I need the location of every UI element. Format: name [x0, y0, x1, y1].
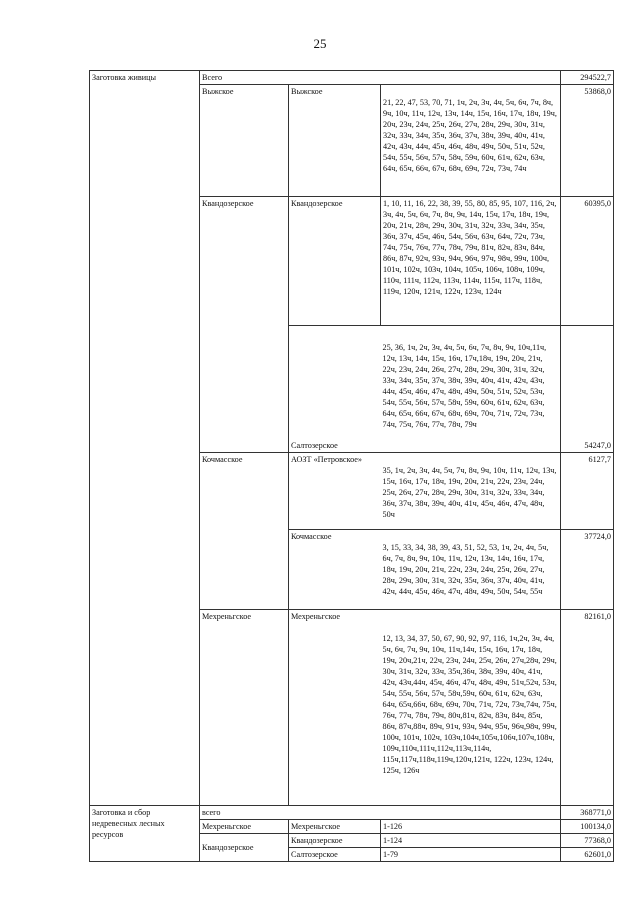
forestry-cell: Кочмасское [200, 453, 289, 610]
quarters-cell: 21, 22, 47, 53, 70, 71, 1ч, 2ч, 3ч, 4ч, 5ч, 6ч, 7ч, 8ч, 9ч, 10ч, 11ч, 12ч, 13ч, 14ч, 15ч, 16ч, 17ч, 18ч, 19ч, 20ч, 23ч, 24ч, 25ч, 26ч, 27ч, 28ч, 29ч, 30ч, 31ч, 32ч, 33ч, 34ч, 35ч, 36ч, 37ч, 38ч, 39ч, 40ч, 41ч, 42ч, 43ч, 44ч, 45ч, 46ч, 48ч, 49ч, 50ч, 51ч, 52ч, 54ч, 55ч, 56ч, 57ч, 58ч, 59ч, 60ч, 61ч, 62ч, 63ч, 64ч, 65ч, 66ч, 67ч, 68ч, 69ч, 72ч, 73ч, 74ч [381, 85, 561, 197]
forestry-cell: Выжское [200, 85, 289, 197]
district-cell: Мехреньгское [289, 610, 381, 806]
forestry-cell: Мехреньгское [200, 610, 289, 806]
activity-resin-cell: Заготовка живицы [90, 71, 200, 806]
area-cell: 62601,0 [561, 848, 614, 862]
forest-use-table [89, 70, 614, 862]
table-row [90, 806, 614, 820]
activity-nonwood-cell: Заготовка и сбор недревесных лесных ресурсов [90, 806, 200, 862]
quarters-cell: 3, 15, 33, 34, 38, 39, 43, 51, 52, 53, 1ч, 2ч, 4ч, 5ч, 6ч, 7ч, 8ч, 9ч, 10ч, 11ч, 12ч, 13ч, 14ч, 16ч, 17ч, 18ч, 19ч, 20ч, 21ч, 22ч, 23ч, 24ч, 25ч, 26ч, 27ч, 28ч, 29ч, 30ч, 31ч, 32ч, 35ч, 36ч, 37ч, 40ч, 41ч, 42ч, 44ч, 45ч, 46ч, 47ч, 48ч, 49ч, 50ч, 54ч, 55ч [381, 530, 561, 610]
quarters-cell: 35, 1ч, 2ч, 3ч, 4ч, 5ч, 7ч, 8ч, 9ч, 10ч, 11ч, 12ч, 13ч, 15ч, 16ч, 17ч, 18ч, 19ч, 20ч, 21ч, 22ч, 23ч, 24ч, 25ч, 26ч, 27ч, 28ч, 29ч, 30ч, 31ч, 32ч, 33ч, 34ч, 36ч, 37ч, 38ч, 39ч, 40ч, 41ч, 45ч, 46ч, 47ч, 48ч, 50ч [381, 453, 561, 530]
quarters-cell: 1, 10, 11, 16, 22, 38, 39, 55, 80, 85, 95, 107, 116, 2ч, 3ч, 4ч, 5ч, 6ч, 7ч, 8ч, 9ч, 14ч, 15ч, 17ч, 18ч, 19ч, 20ч, 21ч, 28ч, 29ч, 30ч, 31ч, 32ч, 33ч, 34ч, 35ч, 36ч, 37ч, 45ч, 46ч, 54ч, 56ч, 63ч, 64ч, 72ч, 73ч, 74ч, 75ч, 76ч, 77ч, 78ч, 79ч, 81ч, 82ч, 83ч, 84ч, 86ч, 87ч, 92ч, 93ч, 94ч, 96ч, 97ч, 98ч, 99ч, 100ч, 101ч, 102ч, 103ч, 104ч, 105ч, 106ч, 108ч, 109ч, 110ч, 111ч, 112ч, 113ч, 114ч, 115ч, 117ч, 118ч, 119ч, 120ч, 121ч, 122ч, 123ч, 124ч [381, 197, 561, 326]
total-value-cell: 294522,7 [561, 71, 614, 85]
district-cell: Квандозерское [289, 197, 381, 326]
forestry-cell: Квандозерское [200, 197, 289, 453]
district-cell: Салтозерское [289, 848, 381, 862]
area-cell: 77368,0 [561, 834, 614, 848]
total-label-cell: Всего [200, 71, 561, 85]
quarters-cell: 1-126 [381, 820, 561, 834]
area-cell: 100134,0 [561, 820, 614, 834]
forestry-cell: Квандозерское [200, 834, 289, 862]
table-row [90, 71, 614, 85]
district-cell: Салтозерское [289, 326, 381, 453]
quarters-cell: 12, 13, 34, 37, 50, 67, 90, 92, 97, 116, 1ч,2ч, 3ч, 4ч, 5ч, 6ч, 7ч, 9ч, 10ч, 11ч,14ч, 15ч, 16ч, 17ч, 18ч, 19ч, 20ч,21ч, 22ч, 23ч, 24ч, 25ч, 26ч, 27ч,28ч, 29ч, 30ч, 31ч, 32ч, 33ч, 35ч,36ч, 38ч, 39ч, 40ч, 41ч, 42ч, 43ч,44ч, 45ч, 46ч, 47ч, 48ч, 49ч, 51ч,52ч, 53ч, 54ч, 55ч, 56ч, 57ч, 58ч,59ч, 60ч, 61ч, 62ч, 63ч, 64ч, 65ч,66ч, 68ч, 69ч, 70ч, 71ч, 72ч, 73ч,74ч, 75ч, 76ч, 77ч, 78ч, 79ч, 80ч,81ч, 82ч, 83ч, 84ч, 85ч, 86ч, 87ч,88ч, 89ч, 91ч, 93ч, 94ч, 95ч, 96ч,98ч, 99ч, 100ч, 101ч, 102ч, 103ч,104ч,105ч,106ч,107ч,108ч, 109ч,110ч,111ч,112ч,113ч,114ч, 115ч,117ч,118ч,119ч,120ч,121ч, 122ч, 123ч, 124ч, 125ч, 126ч [381, 610, 561, 806]
district-cell: Кочмасское [289, 530, 381, 610]
district-cell: АОЗТ «Петровское» [289, 453, 381, 530]
area-cell: 37724,0 [561, 530, 614, 610]
quarters-cell: 1-79 [381, 848, 561, 862]
quarters-cell: 1-124 [381, 834, 561, 848]
district-cell: Мехреньгское [289, 820, 381, 834]
area-cell: 54247,0 [561, 326, 614, 453]
forestry-cell: Мехреньгское [200, 820, 289, 834]
total-value-cell: 368771,0 [561, 806, 614, 820]
page-number: 25 [313, 36, 327, 51]
district-cell: Выжское [289, 85, 381, 197]
quarters-cell: 25, 36, 1ч, 2ч, 3ч, 4ч, 5ч, 6ч, 7ч, 8ч, 9ч, 10ч,11ч, 12ч, 13ч, 14ч, 15ч, 16ч, 17ч,18ч, 19ч, 20ч, 21ч, 22ч, 23ч, 24ч, 26ч, 27ч, 28ч, 29ч, 30ч, 31ч, 32ч, 33ч, 34ч, 35ч, 37ч, 38ч, 39ч, 40ч, 41ч, 42ч, 43ч, 44ч, 45ч, 46ч, 47ч, 48ч, 49ч, 50ч, 51ч, 52ч, 53ч, 54ч, 55ч, 56ч, 57ч, 58ч, 59ч, 60ч, 61ч, 62ч, 63ч, 64ч, 65ч, 66ч, 67ч, 68ч, 69ч, 70ч, 71ч, 72ч, 73ч, 74ч, 75ч, 76ч, 77ч, 78ч, 79ч [381, 326, 561, 453]
area-cell: 82161,0 [561, 610, 614, 806]
area-cell: 6127,7 [561, 453, 614, 530]
total-label-cell: всего [200, 806, 561, 820]
area-cell: 60395,0 [561, 197, 614, 326]
district-cell: Квандозерское [289, 834, 381, 848]
area-cell: 53868,0 [561, 85, 614, 197]
